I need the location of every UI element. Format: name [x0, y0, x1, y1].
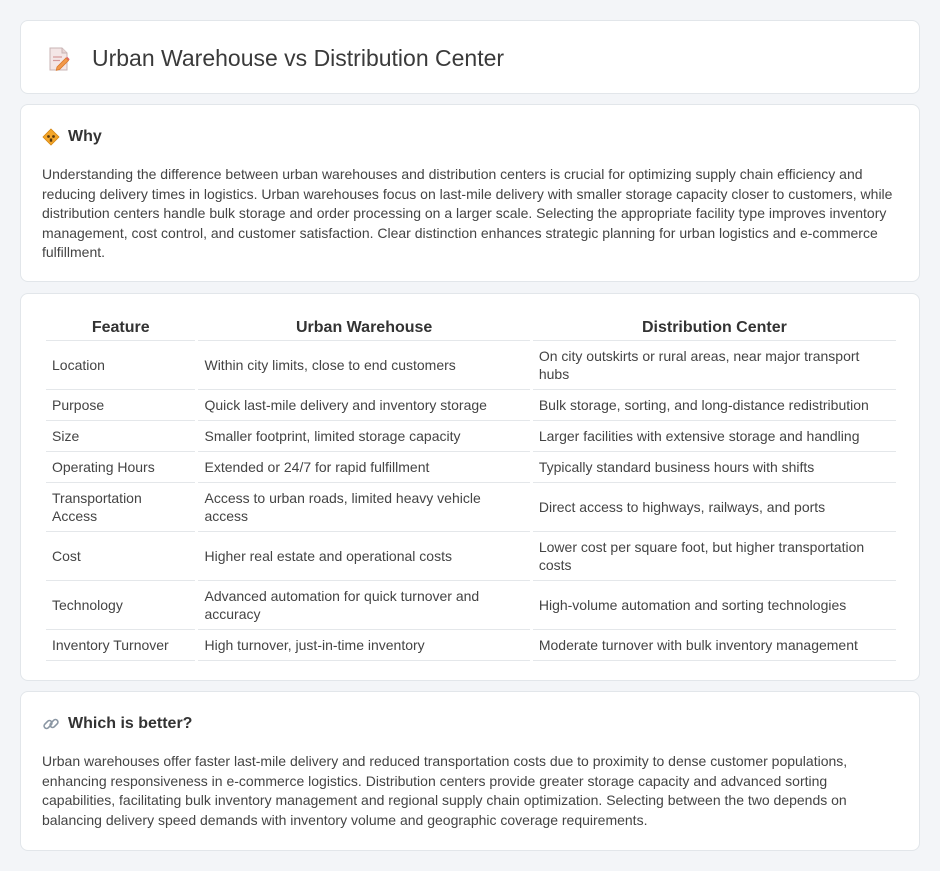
- table-row: [46, 532, 896, 581]
- table-cell-urban: Extended or 24/7 for rapid fulfillment: [198, 452, 529, 483]
- why-heading-label: Why: [68, 128, 102, 145]
- table-cell-feature: Operating Hours: [46, 452, 195, 483]
- table-cell-distribution: Larger facilities with extensive storage and handling: [533, 421, 896, 452]
- table-cell-distribution: Moderate turnover with bulk inventory management: [533, 630, 896, 661]
- table-cell-distribution: Typically standard business hours with shifts: [533, 452, 896, 483]
- table-cell-urban: High turnover, just-in-time inventory: [198, 630, 529, 661]
- why-section: [20, 104, 920, 282]
- table-cell-feature: Technology: [46, 581, 195, 630]
- link-icon: [42, 715, 60, 733]
- table-cell-urban: Smaller footprint, limited storage capacity: [198, 421, 529, 452]
- which-is-better-section: [20, 691, 920, 851]
- table-cell-distribution: On city outskirts or rural areas, near major transport hubs: [533, 341, 896, 390]
- table-cell-feature: Cost: [46, 532, 195, 581]
- better-heading: [42, 715, 192, 733]
- table-cell-urban: Access to urban roads, limited heavy vehicle access: [198, 483, 529, 532]
- table-header-row: [46, 315, 896, 341]
- header-distribution-center: Distribution Center: [533, 315, 896, 341]
- table-cell-feature: Inventory Turnover: [46, 630, 195, 661]
- header-card: [20, 20, 920, 94]
- document-pencil-icon: [47, 46, 71, 72]
- comparison-section: [20, 293, 920, 681]
- table-cell-distribution: Bulk storage, sorting, and long-distance redistribution: [533, 390, 896, 421]
- comparison-table: [43, 315, 899, 661]
- table-cell-feature: Transportation Access: [46, 483, 195, 532]
- table-cell-feature: Location: [46, 341, 195, 390]
- table-cell-urban: Quick last-mile delivery and inventory storage: [198, 390, 529, 421]
- table-cell-distribution: Lower cost per square foot, but higher transportation costs: [533, 532, 896, 581]
- table-cell-feature: Purpose: [46, 390, 195, 421]
- table-cell-urban: Within city limits, close to end customers: [198, 341, 529, 390]
- table-row: [46, 421, 896, 452]
- header-urban-warehouse: Urban Warehouse: [198, 315, 529, 341]
- table-row: [46, 341, 896, 390]
- table-cell-distribution: Direct access to highways, railways, and ports: [533, 483, 896, 532]
- table-cell-feature: Size: [46, 421, 195, 452]
- table-row: [46, 483, 896, 532]
- better-text: Urban warehouses offer faster last-mile delivery and reduced transportation costs due to proximity to dense customer populations, enhancing responsiveness in e-commerce logistics. Distribution centers provide greater storage capacity and advanced sorting capabilities, facilitating bulk inventory management and regional supply chain optimization. Selecting between the two depends on balancing delivery speed demands with inventory volume and geographic coverage requirements.: [42, 753, 848, 828]
- warning-diamond-icon: [42, 128, 60, 146]
- table-cell-distribution: High-volume automation and sorting technologies: [533, 581, 896, 630]
- table-cell-urban: Higher real estate and operational costs: [198, 532, 529, 581]
- header-feature: Feature: [46, 315, 195, 341]
- table-cell-urban: Advanced automation for quick turnover and accuracy: [198, 581, 529, 630]
- table-row: [46, 452, 896, 483]
- why-text: Understanding the difference between urban warehouses and distribution centers is crucial for optimizing supply chain efficiency and reducing delivery times in logistics. Urban warehouses focus on last-mile delivery with smaller storage capacity closer to customers, while distribution centers handle bulk storage and order processing on a larger scale. Selecting the appropriate facility type improves inventory management, cost control, and customer satisfaction. Clear distinction enhances strategic planning for urban logistics and e-commerce fulfillment.: [42, 166, 893, 260]
- page-title: Urban Warehouse vs Distribution Center: [92, 45, 505, 71]
- table-row: [46, 581, 896, 630]
- table-row: [46, 390, 896, 421]
- why-heading: [42, 128, 102, 146]
- better-heading-label: Which is better?: [68, 715, 193, 732]
- table-row: [46, 630, 896, 661]
